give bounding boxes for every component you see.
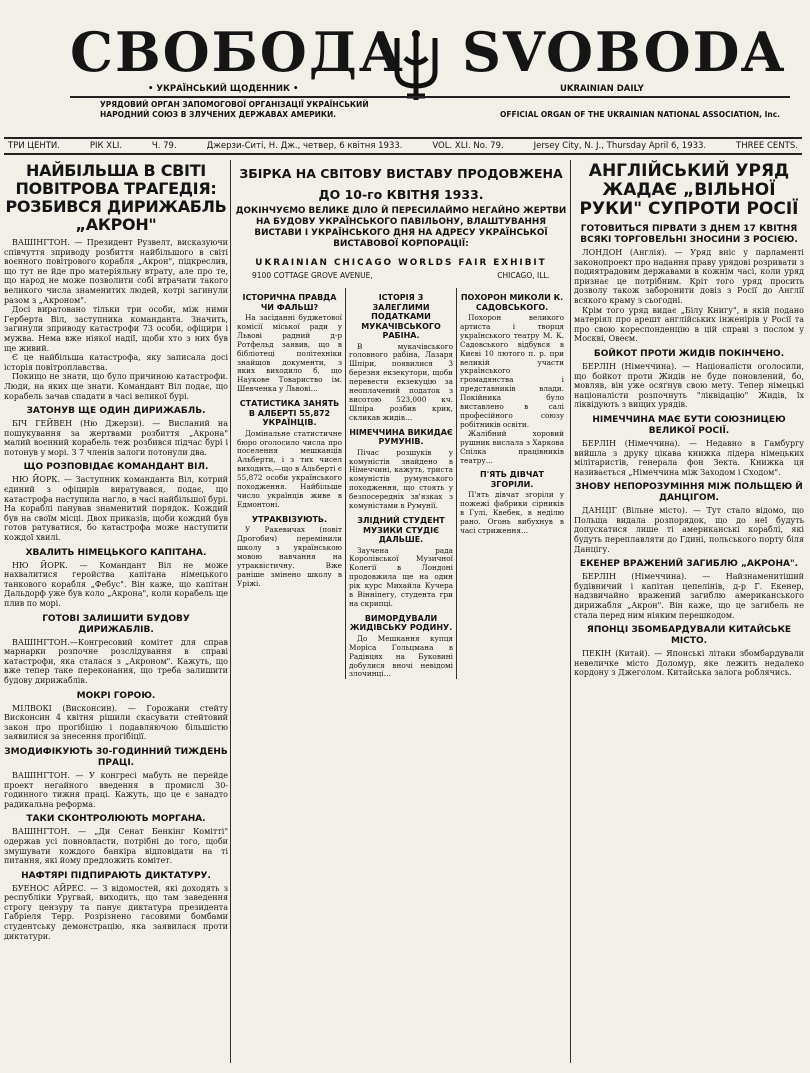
article-paragraph: В мукачівського головного рабіна, Лазаря Шпіри, появилися 3 березня екзекутори, щоби перевести екзекуцію за неоплачений податок з висотою 523,000 кч. Шпіра розбив крик, скликав жидів… [349,341,453,422]
section-heading: ХВАЛИТЬ НІМЕЦЬКОГО КАПІТАНА. [25,547,207,558]
column-divider [230,160,231,1063]
section-heading: СТАТИСТИКА ЗАНЯТЬ В АЛБЕРТІ 55,872 УКРАЇНЦІВ. [239,399,340,428]
title-english: SVOBODA [462,20,786,84]
exhibition-headline-date: ДО 10-го КВІТНЯ 1933. [318,187,484,202]
section-heading: ГОТОВІ ЗАЛИШИТИ БУДОВУ ДИРИЖАБЛІВ. [42,613,190,635]
article-paragraph: НЮ ЙОРК. — Командант Віл не може нахвалитися геройства капітана німецького танкового корабля „Фебус". Він каже, що капітан Дальдорф уже був коло „Акрона", коли корабель ще плив по морі. [4,560,228,608]
section-heading: ЗНОВУ НЕПОРОЗУМІННЯ МІЖ ПОЛЬЩЕЮ Й ДАНЦІГОМ. [575,482,803,504]
section-heading: БОЙКОТ ПРОТИ ЖИДІВ ПОКІНЧЕНО. [593,348,785,359]
volume-english: VOL. XLI. No. 79. [432,141,504,151]
price-ukrainian: ТРИ ЦЕНТИ. [8,141,60,151]
article-paragraph: БІЧ ГЕЙВЕН (Ню Джерзи). — Висланий на пошукування за жертвами розбиття „Акрона" малий воєнний корабель теж розбився підчас бурі і потонув у морі. З 7 членів залоги потонули два. [4,419,228,457]
section-heading: НАФТЯРІ ПІДПИРАЮТЬ ДИКТАТУРУ. [21,870,211,881]
section-heading: ЗАТОНУВ ЩЕ ОДИН ДИРИЖАБЛЬ. [26,406,206,417]
price-english: THREE CENTS. [736,141,798,151]
section-heading: ІСТОРИЧНА ПРАВДА ЧИ ФАЛЬШ? [242,293,337,312]
column-divider [570,160,571,1063]
section-heading: П'ЯТЬ ДІВЧАТ ЗГОРІЛИ. [480,470,544,489]
trident-emblem-icon [385,28,447,104]
exhibition-headline: ЗБІРКА НА СВІТОВУ ВИСТАВУ ПРОДОВЖЕНА [239,166,563,181]
article-paragraph: Похорон великого артиста і творця українського театру М. К. Садовського відбувся в Києві 10 лютого п. р. при великій участи українського громадянства і представників влади. Покійника було виставлено в салі професійного союзу робітників освіти. [460,313,564,429]
section-heading: ЗЛІДНИЙ СТУДЕНТ МУЗИКИ СТУДІЄ ДАЛЬШЕ. [357,516,445,544]
right-column [574,160,804,678]
subcolumn [345,288,456,679]
subtitle-english: UKRAINIAN DAILY [560,84,644,94]
article-paragraph: Жалібний хоровий рушник вислала з Харкова Спілка працівників театру… [460,428,564,465]
section-heading: МОКРІ ГОРОЮ. [76,690,156,701]
center-subcolumns [234,288,568,679]
place-date-english: Jersey City, N. J., Thursday April 6, 1933. [533,141,707,151]
article-paragraph: Покищо не знати, що було причиною катастрофи. Люди, на яких ще знати. Командант Віл подає, що корабель зачав спадати в часі великої бурі. [4,372,228,401]
address-street: 9100 COTTAGE GROVE AVENUE, [252,271,373,280]
section-heading: ЗМОДИФІКУЮТЬ 30-ГОДИННИЙ ТИЖДЕНЬ ПРАЦІ. [4,746,228,768]
subcolumn [456,288,567,679]
section-heading: ЯПОНЦІ ЗБОМБАРДУВАЛИ КИТАЙСЬКЕ МІСТО. [586,625,792,647]
official-organ-english: OFFICIAL ORGAN OF THE UKRAINIAN NATIONAL ASSOCIATION, Inc. [500,110,781,119]
section-heading: НІМЕЧЧИНА МАЄ БУТИ СОЮЗНИЦЕЮ ВЕЛИКОЇ РОСІЇ. [592,414,786,436]
article-paragraph: ВАШІНГТОН. — „Ди Сенат Бенкінг Комітті" одержав усі повновласти, потрібні до того, щоби змушувати кождого банкіра відповідати на ті питання, які йому предложить комітет. [4,827,228,866]
section-heading: ПОХОРОН МИКОЛИ К. САДОВСЬКОГО. [460,293,564,312]
article-paragraph: На засіданні буджетової комісії міської ради у Львові радний д-р Ротфельд заявив, що в бібліотеці політехніки знайшов документи, з яких виходило б, що Наукове Товариство ім. Шевченка у Львові… [237,313,342,394]
year-ukrainian: РІК XLI. [89,141,123,151]
article-paragraph: БУЕНОС АЙРЕС. — З відомостей, які доходять з республіки Уругвай, виходить, що там заведення строгу цензуру та панує диктатура президента Габріеля Терр. Розрізнено гасовими бомбами студентську демонстрацію, яка заявилася проти диктатури. [4,883,228,941]
article-paragraph: ПЕКІН (Китай). — Японські літаки збомбардували невеличке місто Доломур, яке лежить недалеко кордону з Джеголом. Китайська залога роблячись. [574,649,804,678]
left-column [4,160,228,941]
section-heading: ГОТОВИТЬСЯ ПІРВАТИ З ДНЕМ 17 КВІТНЯ ВСЯКІ ТОРГОВЕЛЬНІ ЗНОСИНИ З РОСІЄЮ. [580,224,798,245]
article-paragraph: ВАШІНГТОН. — У конгресі мабуть не перейде проект негайного введення в промислі 30-годинного тижня праці. Кажуть, що це є занадто радикальна реформа. [4,770,228,809]
article-paragraph: НЮ ЙОРК. — Заступник команданта Віл, котрий єдиний з офіцирів виратувався, подає, що катастрофа наступила нагло, в часі найбільшої бурі. На кораблі панував знаменитий порядок. Кождий був на своїм місці. Двох приказів, щоби кождий був готов ратуватися, бо катастрофа може наступити кождої хвилі. [4,475,228,543]
akron-headline: НАЙБІЛЬША В СВІТІ ПОВІТРОВА ТРАГЕДІЯ: РОЗБИВСЯ ДИРИЖАБЛЬ „АКРОН" [5,161,227,234]
article-paragraph: ВАШІНГТОН.—Конгресовий комітет для справ марнарки розпочне розслідування в справі катастрофи, яка сталася з „Акроном". Кажуть, що вже тепер таке переконання, що треба залишити будову дирижаблів. [4,637,228,685]
center-section [234,160,568,679]
section-heading: ЕКЕНЕР ВРАЖЕНИЙ ЗАГИБЛЮ „АКРОНА". [579,559,799,570]
subcolumn [234,288,345,679]
masthead-rule [70,96,790,98]
exhibition-subhead: ДОКІНЧУЄМО ВЕЛИКЕ ДІЛО Й ПЕРЕСИЛАЙМО НЕГАЙНО ЖЕРТВИ НА БУДОВУ УКРАЇНСЬКОГО ПАВІЛЬОНУ, ВЛАШТУВАННЯ ВИСТАВИ І УКРАЇНСЬКОГО ДНЯ НА АДРЕСУ УКРАЇНСЬКОЇ ВИСТАВОВОЇ КОРПОРАЦІЇ: [235,206,567,249]
article-paragraph: ВАШІНГТОН. — Президент Рузвелт, висказуючи співчуття зприводу розбиття найбільшого в світі воєнного повітрового корабля „Акрон", підкреслив, що тут не йде про матеріяльну втрату, але про те, що народ не може позволити собі втрачати такого великого числа знаменитих людей, котрі загинули разом з „Акроном". [4,238,228,305]
section-heading: ВИМОРДУВАЛИ ЖИДІВСЬКУ РОДИНУ. [349,613,453,633]
official-organ-ukrainian: УРЯДОВИЙ ОРГАН ЗАПОМОГОВОЇ ОРГАНІЗАЦІЇ УКРАЇНСЬКИЙ НАРОДНИЙ СОЮЗ В ЗЛУЧЕНИХ ДЕРЖАВАХ АМЕРИКИ. [100,100,369,119]
article-paragraph: П'ять дівчат згоріли у пожежі фабрики сірників в Гулі, Квебек, в неділю рано. Огонь вибухнув в часі стриження… [460,490,564,536]
article-paragraph: Заучена рада Королівської Музичної Колегії в Лондоні продовжила ще на один рік курс Михайла Кучера в Вінніпегу, студента гри на скрипці. [349,545,453,608]
article-paragraph: БЕРЛІН (Німеччина). — Націоналісти оголосили, що бойкот проти Жидів не буде поновлений, бо, мовляв, він уже осягнув свою мету. Тепер німецькі націоналісти розпочнуть "ліквідацію" Жидів, їх ліквідують з вищих урядів. [574,361,804,410]
address-city: CHICAGO, ILL. [497,271,550,280]
section-heading: УТРАКВІЗУЮТЬ. [251,514,328,524]
place-date-ukrainian: Джерзи-Ситі, Н. Дж., четвер, 6 квітня 1933. [206,141,403,151]
article-paragraph: Досі виратовано тільки три особи, між ними Герберта Віл, заступника команданта. Значить, загинули зприводу катастрофи 73 особи, офіцири і мужва. Нема вже ніякої надії, щоби хто з них був ще живий. [4,305,228,353]
title-ukrainian: СВОБОДА [70,20,405,84]
section-heading: НІМЕЧЧИНА ВИКИДАЄ РУМУНІВ. [349,427,453,447]
article-paragraph: До Мешкання купця Моріса Гольцмана в Радівцях на Буковині добулися вночі невідомі злочинці… [349,633,453,679]
section-heading: ТАКИ СКОНТРОЛЮЮТЬ МОРГАНА. [26,814,206,825]
section-heading: ІСТОРІЯ З ЗАЛЕГЛИМИ ПОДАТКАМИ МУКАЧІВСЬКОГО РАБІНА. [361,293,441,340]
article-paragraph: Крім того уряд видає „Білу Книгу", в якій подано матеріял про арешт англійських інженірів у Росії та про свою кореспонденцію в цій справі з послом у Москві, Овеєм. [574,305,804,344]
article-paragraph: БЕРЛІН (Німеччина). — Найзнаменитіший будівничий і капітан цепелінів, д-р Г. Екенер, надзвичайно вражений загиблю американського дирижабля „Акрон". Він каже, що це загибель не стала перед ним ніяким перешкодом. [574,572,804,620]
article-paragraph: ЛОНДОН (Англія). — Уряд вніс у парламенті законопроект про надання праву урядові розривати з подиятрадовим державами в кожнім часі, коли уряд признає це потрібним. Кріт того уряд просить дозволу також заборонити довіз з Росії до Англії всякого краму з сьогодні. [574,248,804,305]
article-paragraph: Пічас розшуків у комуністів знайдено в Німеччині, кажуть, триста комуністів румунського походження, що стоять у безпосередніх зв'язках з комуністами в Румунії. [349,447,453,511]
article-paragraph: Є це найбільша катастрофа, яку записала досі історія повітроплавства. [4,353,228,372]
article-paragraph: Домінальне статистичне бюро оголосило числа про поселення мешканців Альберти, і з тих чисел виходить,—що в Альберті є 55,872 особи українського походження. Найбільше число українців живе в Едмонтоні. [237,428,342,509]
england-headline: АНГЛІЙСЬКИЙ УРЯД ЖАДАЄ „ВІЛЬНОЇ РУКИ" СУПРОТИ РОСІЇ [579,161,799,219]
section-heading: ЩО РОЗПОВІДАЄ КОМАНДАНТ ВІЛ. [23,462,209,473]
dateline-bar [4,137,802,155]
article-paragraph: МІЛВОКІ (Висконсин). — Горожани стейту Висконсин 4 квітня рішили скасувати стейтовий закон про прогібіцію і подавляючою більшістю заявилися за знесення прогібіції. [4,703,228,742]
exhibit-name: UKRAINIAN CHICAGO WORLDS FAIR EXHIBIT [255,258,547,268]
article-paragraph: У Ракевичах (повіт Дрогобич) перемінили школу з українською мовою навчання на утраквістичну. Вже раніше змінено школу в Уріжі. [237,525,342,588]
article-paragraph: ДАНЦІГ (Вільне місто). — Тут стало відомо, що Польща видала розпорядок, що до неї будуть допускатися лише ті американські кораблі, які будуть переплавляти до Гдині, польського порту біля Данцігу. [574,506,804,554]
masthead [0,0,810,135]
issue-number-ukrainian: Ч. 79. [151,141,177,151]
subtitle-ukrainian: • УКРАЇНСЬКИЙ ЩОДЕННИК • [148,84,299,94]
exhibit-address [234,271,568,280]
article-paragraph: БЕРЛІН (Німеччина). — Недавно в Гамбургу вийшла з друку цікава книжка лідера німецьких мілітаристів, генерала фон Зекта. Книжка ця називається „Німеччина між Заходом і Сходом". [574,438,804,477]
